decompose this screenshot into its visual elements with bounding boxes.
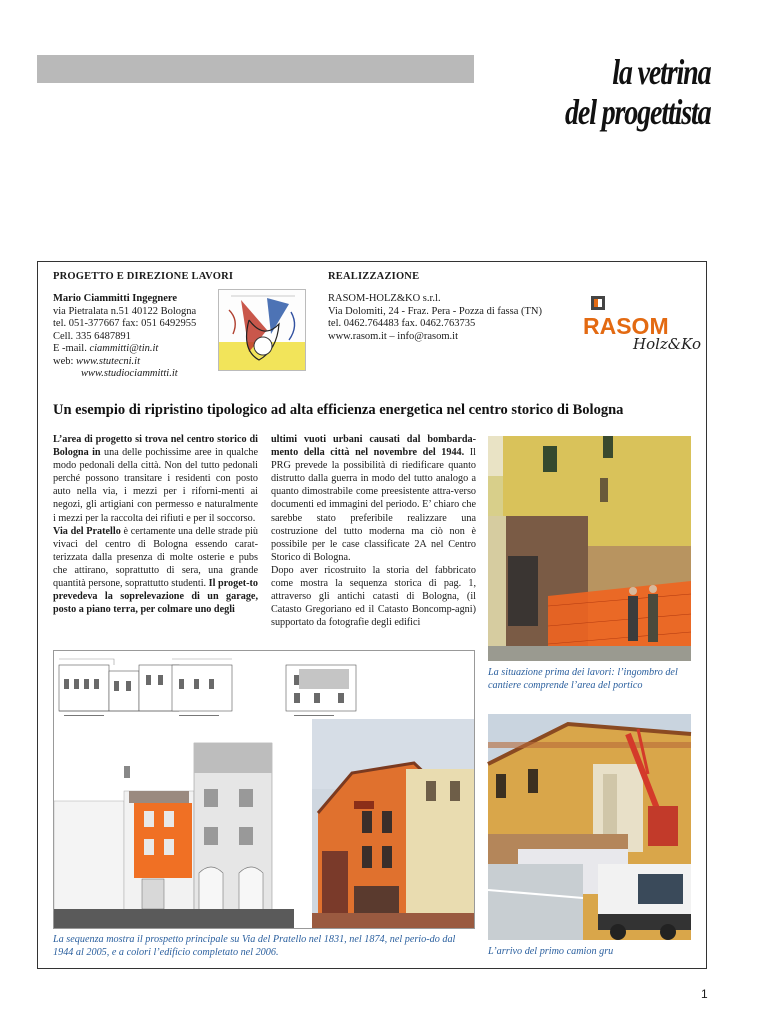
caption-before-works: La situazione prima dei lavori: l’ingombro del cantiere comprende l’area del portico [488,667,678,691]
caption-crane-arrival: L’arrivo del primo camion gru [488,946,614,957]
title-line-2: del progettista [564,92,710,132]
photo-crane-truck-arrival [488,714,691,940]
builder-phone: tel. 0462.764483 fax. 0462.763735 [328,318,476,329]
col1-p2-bold-2: Il proget-to prevedeva la soprelevazione di un garage, posto a piano terra, per colmare uno degli [53,578,259,616]
article-headline: Un esempio di ripristino tipologico ad alta efficienza energetica nel centro storico di Bologna [53,402,624,418]
designer-web-link-2[interactable]: www.studiociammitti.it [81,368,178,379]
page-title [565,52,710,132]
col2-p1-text: Il PRG prevede la possibilità di riedificare quanto distrutto dalla guerra in modo del tutto analogo a quanto dimostrabile come preesistente attra-verso documenti ed immagini del periodo. E’ chiaro che sarebbe stato preferibile realizzare una costruzione del tutto moderna ma ciò non è possibile per le case classificate 2A nel Centro Storico di Bologna. [271,447,476,563]
rasom-logo-script: Holz&Ko [633,335,701,353]
designer-contact [53,293,223,381]
email-label: E -mail. [53,343,87,354]
designer-email-link[interactable]: ciammitti@tin.it [89,343,159,354]
construction-section-header: REALIZZAZIONE [328,271,420,282]
builder-address: Via Dolomiti, 24 - Fraz. Pera - Pozza di fassa (TN) [328,305,542,317]
photo-site-before-works [488,436,691,661]
web-label: web: [53,355,74,367]
article-column-2 [271,433,476,629]
col1-p1-bold: L’area di progetto si trova nel centro storico di Bologna in [53,434,258,459]
builder-contact [328,293,588,343]
builder-web-link[interactable]: www.rasom.it – info@rasom.it [328,330,459,342]
designer-phone: tel. 051-377667 fax: 051 6492955 [53,318,197,329]
col2-p2-text: Dopo aver ricostruito la storia del fabbricato come mostra la sequenza storica di pag. 1, attraverso gli antichi catasti di Bologna, (il Catasto Gregoriano ed il Catasto Boncomp-agni) supportato da fotografie degli edifici [271,564,476,629]
col1-p2-text: è certamente una delle strade più vivaci del centro di Bologna essendo carat-terizzata dalla presenza di molte osterie e pubs che attirano, soprattutto di sera, una grande quantità persone, soprattutto studenti. [53,525,258,590]
col2-p1-bold: ultimi vuoti urbani causati dal bombarda-mento della città nel novembre del 1944. [271,434,476,459]
rasom-logo-text: RASOM [583,313,669,339]
col1-p2-bold: Via del Pratello [53,525,121,537]
rasom-logo [583,296,701,353]
page-number: 1 [701,987,708,1001]
caption-facade-sequence: La sequenza mostra il prospetto principale su Via del Pratello nel 1831, nel 1874, nel perio-do dal 1944 al 2005, e a colori l’edificio completato nel 2006. [53,934,456,958]
designer-cell: Cell. 335 6487891 [53,330,131,342]
article-column-1 [53,433,258,616]
design-section-header: PROGETTO E DIREZIONE LAVORI [53,271,234,282]
designer-address: via Pietralata n.51 40122 Bologna [53,305,197,317]
designer-name: Mario Ciammitti Ingegnere [53,293,178,304]
designer-sketch-logo [218,289,306,371]
designer-web-link-1[interactable]: www.stutecni.it [76,355,141,367]
facade-sequence-figure [53,650,475,929]
col1-p1-text: una delle pochissime aree in qualche modo pedonali della città. Non del tutto pedonali perché possono transitare i residenti con posto auto nella via, i mezzi per i riforni-menti ai negozi, gli artigiani con permesso e naturalmente i mezzi per la raccolta dei rifiuti e per il soccorso. [53,447,259,524]
header-gray-bar [37,55,474,83]
title-line-1: la vetrina [611,52,710,92]
builder-name: RASOM-HOLZ&KO s.r.l. [328,293,441,304]
